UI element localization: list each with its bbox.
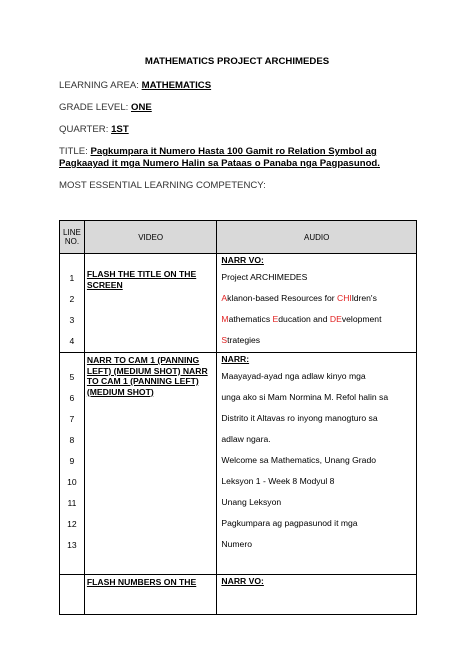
acronym-letter: CHI — [337, 293, 352, 303]
quarter-label: QUARTER: — [59, 124, 112, 135]
line-number: 13 — [67, 540, 77, 550]
video-direction: FLASH THE TITLE ON THE SCREEN — [86, 269, 197, 290]
acronym-rest: athematics — [228, 314, 273, 324]
line-number: 5 — [69, 372, 75, 382]
acronym-rest: ducation and — [278, 314, 330, 324]
competency-field — [59, 180, 419, 192]
line-number: 12 — [67, 519, 77, 529]
learning-area-value: MATHEMATICS — [141, 80, 212, 91]
table-row — [60, 353, 417, 575]
line-number: 8 — [69, 435, 75, 445]
video-cell — [84, 353, 217, 575]
audio-line: unga ako si Mam Normina M. Refol halin sa — [221, 392, 389, 402]
script-table — [59, 220, 417, 615]
learning-area-label: LEARNING AREA: — [59, 80, 142, 91]
audio-speaker: NARR: — [221, 354, 250, 364]
audio-line: Unang Leksyon — [221, 497, 282, 507]
table-header-row — [60, 221, 417, 254]
acronym-rest: trategies — [227, 335, 261, 345]
audio-line: Leksyon 1 - Week 8 Modyul 8 — [221, 476, 335, 486]
acronym-letter: E — [272, 314, 279, 324]
lesson-title-value: Pagkumpara it Numero Hasta 100 Gamit ro Relation Symbol ag Pagkaayad it mga Numero Halin sa Pataas o Panaba nga Pagpasunod. — [59, 146, 380, 169]
acronym-letter: M — [221, 314, 229, 324]
line-number: 4 — [69, 336, 75, 346]
acronym-rest: ldren's — [351, 293, 377, 303]
acronym-letter: S — [221, 335, 228, 345]
line-numbers-cell — [60, 353, 85, 575]
header-audio: AUDIO — [217, 221, 417, 254]
video-direction: NARR TO CAM 1 (PANNING LEFT) (MEDIUM SHOT) NARR TO CAM 1 (PANNING LEFT) (MEDIUM SHOT) — [86, 355, 208, 397]
quarter-field — [59, 124, 419, 136]
audio-line: Welcome sa Mathematics, Unang Grado — [221, 455, 377, 465]
document-title: MATHEMATICS PROJECT ARCHIMEDES — [144, 56, 330, 67]
audio-line: Numero — [221, 539, 252, 549]
audio-line — [217, 309, 416, 330]
audio-speaker: NARR VO: — [221, 576, 264, 586]
table-row — [60, 575, 417, 615]
lesson-title-label: TITLE: — [59, 146, 91, 157]
line-numbers-cell — [60, 575, 85, 615]
line-number: 10 — [67, 477, 77, 487]
acronym-letter: DE — [329, 314, 342, 324]
grade-level-label: GRADE LEVEL: — [59, 102, 131, 113]
line-number: 7 — [69, 414, 75, 424]
audio-cell — [217, 575, 417, 615]
audio-line: Distrito it Altavas ro inyong manogturo sa — [221, 413, 378, 423]
quarter-value: 1ST — [111, 124, 129, 135]
line-number: 2 — [69, 294, 75, 304]
video-cell — [84, 575, 217, 615]
grade-level-value: ONE — [130, 102, 152, 113]
line-number: 6 — [69, 393, 75, 403]
acronym-letter: A — [221, 293, 228, 303]
grade-level-field — [59, 102, 419, 114]
header-line-no: LINE NO. — [60, 221, 85, 254]
audio-cell — [217, 254, 417, 353]
line-number: 9 — [69, 456, 75, 466]
video-direction: FLASH NUMBERS ON THE — [86, 577, 197, 587]
audio-speaker: NARR VO: — [221, 255, 264, 265]
audio-line — [217, 330, 416, 351]
audio-line: adlaw ngara. — [221, 434, 271, 444]
table-row — [60, 254, 417, 353]
learning-area-field — [59, 80, 419, 92]
line-number: 1 — [69, 273, 75, 283]
audio-line: Maayayad-ayad nga adlaw kinyo mga — [221, 371, 366, 381]
line-number: 11 — [67, 498, 77, 508]
line-number: 3 — [69, 315, 75, 325]
header-video: VIDEO — [84, 221, 217, 254]
video-cell — [84, 254, 217, 353]
audio-line — [217, 288, 416, 309]
audio-line: Pagkumpara ag pagpasunod it mga — [221, 518, 358, 528]
audio-cell — [217, 353, 417, 575]
acronym-rest: klanon-based Resources for — [227, 293, 338, 303]
lesson-title-field — [59, 146, 419, 170]
acronym-rest: velopment — [341, 314, 382, 324]
audio-line: Project ARCHIMEDES — [221, 272, 308, 282]
competency-label: MOST ESSENTIAL LEARNING COMPETENCY: — [59, 180, 266, 191]
line-numbers-cell — [60, 254, 85, 353]
